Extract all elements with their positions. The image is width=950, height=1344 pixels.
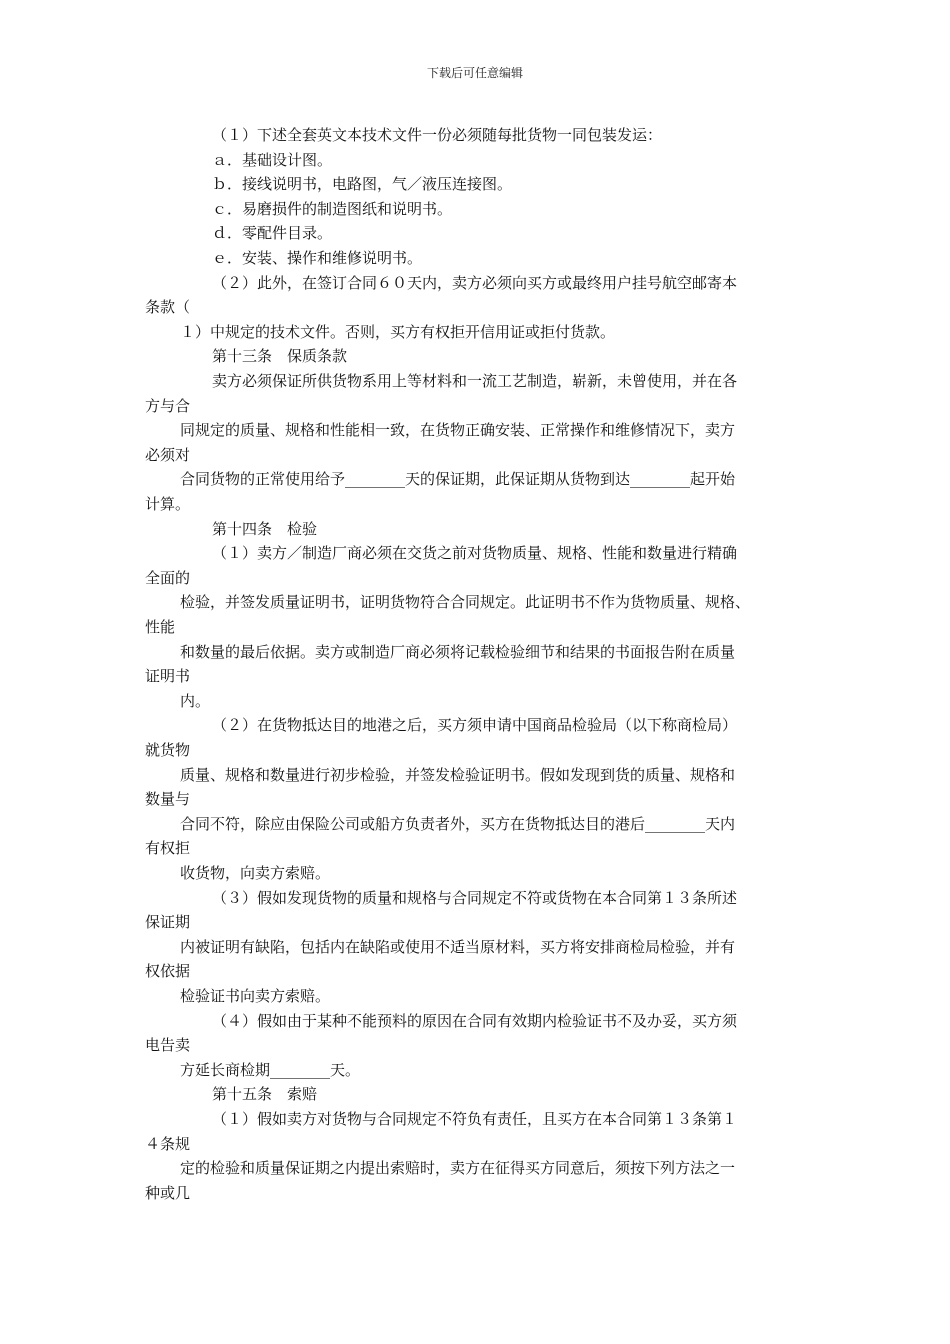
- text-line: 全面的: [145, 568, 191, 587]
- text-line: 电告卖: [145, 1036, 191, 1055]
- text-line: 内被证明有缺陷，包括内在缺陷或使用不适当原材料，买方将安排商检局检验，并有: [180, 937, 736, 956]
- text-line: （１）下述全套英文本技术文件一份必须随每批货物一同包装发运：: [212, 126, 663, 144]
- text-line: ｂ．接线说明书，电路图，气／液压连接图。: [212, 175, 513, 194]
- text-line: ｃ．易磨损件的制造图纸和说明书。: [212, 199, 453, 218]
- text-line: 第十五条 索赔: [212, 1085, 318, 1104]
- text-line: 有权拒: [145, 839, 191, 858]
- text-line: 第十三条 保质条款: [212, 347, 348, 366]
- text-line: 内。: [180, 691, 211, 710]
- text-line: 方延长商检期________天。: [180, 1060, 361, 1079]
- text-line: 条款（: [145, 298, 191, 317]
- text-line: 检验证书向卖方索赔。: [180, 987, 331, 1005]
- text-line: 权依据: [145, 962, 191, 981]
- text-line: （１）假如卖方对货物与合同规定不符负有责任，且买方在本合同第１３条第１: [212, 1110, 738, 1128]
- text-line: 质量、规格和数量进行初步检验，并签发检验证明书。假如发现到货的质量、规格和: [180, 765, 736, 784]
- text-line: 方与合: [145, 396, 191, 415]
- text-line: （２）在货物抵达目的地港之后，买方须申请中国商品检验局（以下称商检局）: [212, 716, 738, 735]
- text-line: 证明书: [145, 667, 191, 686]
- text-line: 就货物: [145, 741, 191, 759]
- text-line: 卖方必须保证所供货物系用上等材料和一流工艺制造，崭新，未曾使用，并在各: [212, 372, 738, 390]
- text-line: ａ．基础设计图。: [212, 150, 333, 169]
- text-line: 和数量的最后依据。卖方或制造厂商必须将记载检验细节和结果的书面报告附在质量: [180, 642, 736, 661]
- text-line: １）中规定的技术文件。否则，买方有权拒开信用证或拒付货款。: [180, 322, 616, 341]
- text-line: （３）假如发现货物的质量和规格与合同规定不符或货物在本合同第１３条所述: [212, 888, 738, 907]
- text-line: 收货物，向卖方索赔。: [180, 864, 331, 882]
- text-line: （４）假如由于某种不能预料的原因在合同有效期内检验证书不及办妥，买方须: [212, 1011, 738, 1030]
- text-line: 数量与: [145, 790, 191, 809]
- text-line: ４条规: [145, 1134, 191, 1153]
- text-line: 保证期: [145, 913, 191, 932]
- text-line: 检验，并签发质量证明书，证明货物符合合同规定。此证明书不作为货物质量、规格、: [180, 593, 751, 612]
- text-line: 合同货物的正常使用给予________天的保证期，此保证期从货物到达________起开始: [180, 470, 736, 489]
- text-line: 种或几: [145, 1183, 191, 1202]
- text-line: 性能: [145, 618, 176, 636]
- text-line: 同规定的质量、规格和性能相一致，在货物正确安装、正常操作和维修情况下，卖方: [180, 421, 736, 440]
- text-line: 定的检验和质量保证期之内提出索赔时，卖方在征得买方同意后，须按下列方法之一: [180, 1159, 736, 1178]
- page-header: 下载后可任意编辑: [426, 66, 523, 80]
- text-line: ｄ．零配件目录。: [212, 224, 333, 243]
- text-line: 必须对: [145, 445, 191, 464]
- text-line: （２）此外，在签订合同６０天内，卖方必须向买方或最终用户挂号航空邮寄本: [212, 273, 738, 292]
- text-line: 合同不符，除应由保险公司或船方负责者外，买方在货物抵达目的港后________天内: [180, 814, 736, 833]
- text-line: （１）卖方／制造厂商必须在交货之前对货物质量、规格、性能和数量进行精确: [212, 544, 738, 563]
- text-line: ｅ．安装、操作和维修说明书。: [212, 249, 423, 267]
- text-line: 第十四条 检验: [212, 519, 318, 538]
- text-line: 计算。: [145, 495, 191, 513]
